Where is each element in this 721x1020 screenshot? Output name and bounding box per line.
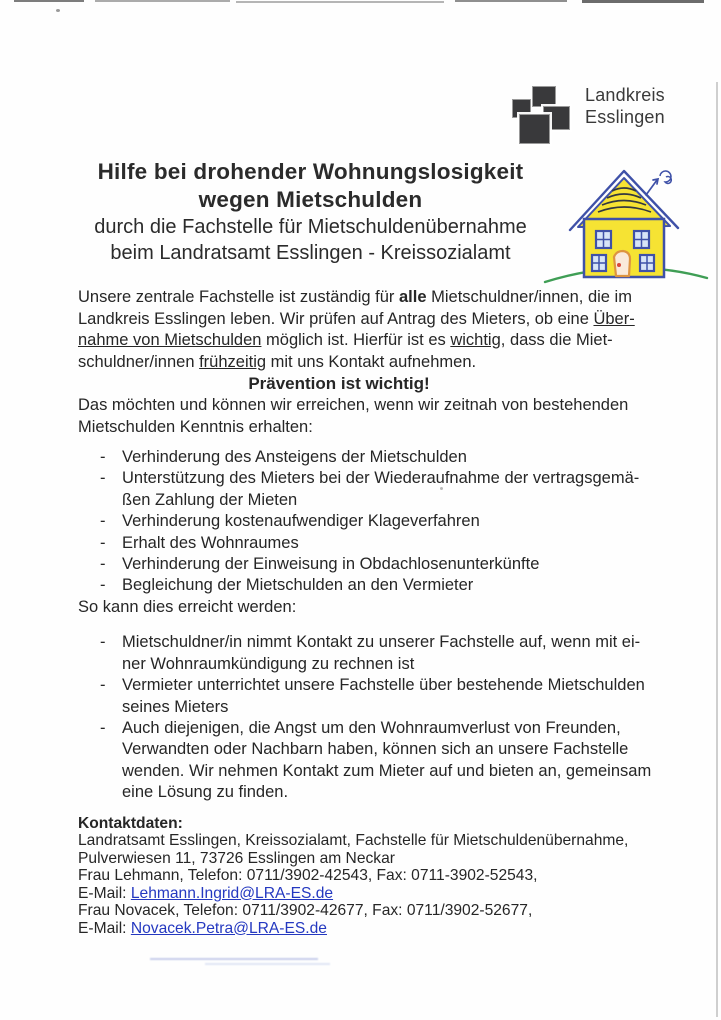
email-label: E-Mail: [78, 884, 131, 902]
door [614, 251, 630, 276]
scan-ghost-line [205, 963, 330, 965]
list-item-text: Verhinderung des Ansteigens der Mietschulden [122, 448, 467, 466]
scan-artifact-topline [95, 0, 230, 2]
text-segment: möglich ist. Hierfür ist es [261, 331, 451, 349]
page-subtitle-line2: beim Landratsamt Esslingen - Kreissozialamt [110, 242, 511, 264]
logo-org-line1: Landkreis [585, 85, 665, 105]
smoke-spiral [660, 171, 671, 183]
list-item-text: Begleichung der Mietschulden an den Vermieter [122, 576, 474, 595]
scan-speck [56, 9, 60, 12]
list-item-text: Mietschuldner/in nimmt Kontakt zu unserer Fachstelle auf, wenn mit ei- ner Wohnraumkündigung zu rechnen ist [122, 633, 641, 673]
text-segment: mit uns Kontakt aufnehmen. [266, 352, 477, 371]
list-item [100, 533, 656, 554]
text-segment: Landkreis Esslingen leben. Wir prüfen auf Antrag des Mieters, ob eine [78, 309, 594, 328]
contact-lehmann-email-row [78, 885, 656, 903]
list-item-text: Erhalt des Wohnraumes [122, 533, 299, 552]
text-segment: , dass die Miet- [500, 331, 613, 349]
list-item-text: Auch diejenigen, die Angst um den Wohnraumverlust von Freunden, Verwandten oder Nachbarn haben, können sich an unsere Fachstelle wenden. Wir nehmen Kontakt zum Mieter auf und bieten an, gemeinsam eine Lösung zu finden. [122, 718, 652, 802]
scan-artifact-topline [582, 0, 704, 3]
scan-artifact-topline [14, 0, 84, 2]
list-item [100, 575, 656, 596]
scan-ghost-line [150, 958, 318, 960]
logo-org-line2: Esslingen [585, 107, 665, 127]
scan-artifact-topline [455, 0, 567, 2]
intro-paragraph [78, 287, 656, 373]
contact-heading: Kontaktdaten: [78, 814, 183, 832]
page-title-line2: wegen Mietschulden [198, 187, 423, 212]
list-item [100, 447, 656, 468]
bullet-dash: - [100, 448, 106, 466]
goals-intro-paragraph: Das möchten und können wir erreichen, wenn wir zeitnah von bestehenden Mietschulden Kenntnis erhalten: [78, 396, 629, 436]
house-illustration [540, 155, 718, 293]
document-body [78, 287, 656, 937]
text-segment: Über- [593, 309, 635, 328]
text-segment: Unsere zentrale Fachstelle ist zuständig für [78, 288, 399, 306]
title-block [58, 158, 563, 266]
list-item [100, 554, 656, 575]
text-segment: nahme von Mietschulden [78, 331, 262, 349]
how-list [78, 632, 656, 803]
contact-address-line: Pulverwiesen 11, 73726 Esslingen am Neckar [78, 849, 395, 867]
list-item-text: Vermieter unterrichtet unsere Fachstelle über bestehende Mietschulden seines Mieters [122, 676, 645, 716]
list-item [100, 632, 656, 675]
list-item [100, 511, 656, 532]
bullet-dash: - [100, 633, 106, 652]
list-item [100, 718, 656, 804]
contact-novacek-line: Frau Novacek, Telefon: 0711/3902-42677, Fax: 0711/3902-52677, [78, 902, 533, 920]
novacek-email-link[interactable]: Novacek.Petra@LRA-ES.de [130, 919, 327, 937]
logo-org-name [585, 84, 665, 128]
bullet-dash: - [100, 718, 106, 737]
text-segment: frühzeitig [199, 352, 267, 371]
prevention-heading: Prävention ist wichtig! [248, 374, 430, 393]
door-handle [617, 263, 621, 267]
contact-org-line: Landratsamt Esslingen, Kreissozialamt, Fachstelle für Mietschuldenübernahme, [78, 832, 629, 850]
bullet-dash: - [100, 555, 106, 574]
list-item-text: Unterstützung des Mieters bei der Wiederaufnahme der vertragsgemä- ßen Zahlung der Mieten [122, 469, 640, 509]
text-segment: schuldner/innen [78, 352, 200, 371]
logo-square-top [532, 86, 556, 107]
list-item [100, 675, 656, 718]
page-subtitle-line1: durch die Fachstelle für Mietschuldenübernahme [94, 216, 527, 238]
contact-lehmann-line: Frau Lehmann, Telefon: 0711/3902-42543, Fax: 0711-3902-52543, [78, 867, 538, 885]
text-segment: alle [399, 288, 427, 306]
logo-square-bottom [519, 114, 550, 144]
contact-block [78, 815, 656, 938]
list-item [100, 468, 656, 511]
scan-artifact-topline [236, 1, 444, 3]
bullet-dash: - [100, 676, 106, 695]
bullet-dash: - [100, 576, 106, 595]
bullet-dash: - [100, 533, 106, 552]
contact-novacek-email-row [78, 920, 656, 938]
text-segment: Mietschuldner/innen, die im [426, 288, 632, 306]
antenna [646, 179, 658, 195]
list-item-text: Verhinderung der Einweisung in Obdachlosenunterkünfte [122, 555, 540, 574]
email-label: E-Mail: [78, 919, 131, 937]
page-title-line1: Hilfe bei drohender Wohnungslosigkeit [97, 159, 524, 184]
bullet-dash: - [100, 512, 106, 531]
list-item-text: Verhinderung kostenaufwendiger Klageverfahren [122, 512, 480, 531]
goals-list [78, 447, 656, 597]
text-segment: wichtig [450, 331, 501, 349]
how-heading: So kann dies erreicht werden: [78, 597, 297, 616]
lehmann-email-link[interactable]: Lehmann.Ingrid@LRA-ES.de [130, 884, 334, 902]
bullet-dash: - [100, 469, 106, 488]
